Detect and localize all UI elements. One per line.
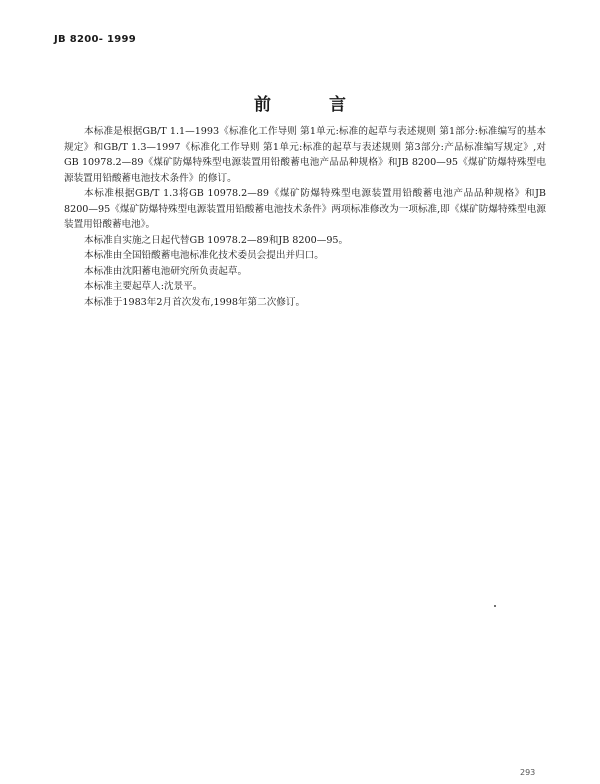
paragraph: 本标准于1983年2月首次发布,1998年第二次修订。 xyxy=(84,296,306,308)
paragraph: 本标准由全国铅酸蓄电池标准化技术委员会提出并归口。 xyxy=(84,250,324,261)
foreword-body xyxy=(64,124,546,310)
page-title: 前 言 xyxy=(254,95,372,115)
paragraph: 本标准是根据GB/T 1.1—1993《标准化工作导则 第1单元:标准的起草与表述规则 第1部分:标准编写的基本规定》和GB/T 1.3—1997《标准化工作导则 第1单元:标准的起草与表述规则 第3部分:产品标准编写规定》,对GB 10978.2—89《煤矿防爆特殊型电源装置用铅酸蓄电池产品品种规格》和JB 8200—95《煤矿防爆特殊型电源装置用铅酸蓄电池技术条件》的修订。 xyxy=(64,126,546,184)
paragraph: 本标准主要起草人:沈景平。 xyxy=(84,281,203,292)
scan-speck xyxy=(494,605,496,607)
paragraph: 本标准由沈阳蓄电池研究所负责起草。 xyxy=(84,265,248,277)
paragraph: 本标准根据GB/T 1.3将GB 10978.2—89《煤矿防爆特殊型电源装置用铅酸蓄电池产品品种规格》和JB 8200—95《煤矿防爆特殊型电源装置用铅酸蓄电池技术条件》两项标准修改为一项标准,即《煤矿防爆特殊型电源装置用铅酸蓄电池》。 xyxy=(64,188,546,230)
paragraph: 本标准自实施之日起代替GB 10978.2—89和JB 8200—95。 xyxy=(84,234,349,246)
standard-code-header: JB 8200- 1999 xyxy=(54,34,137,45)
page-number: 293 xyxy=(520,768,536,777)
